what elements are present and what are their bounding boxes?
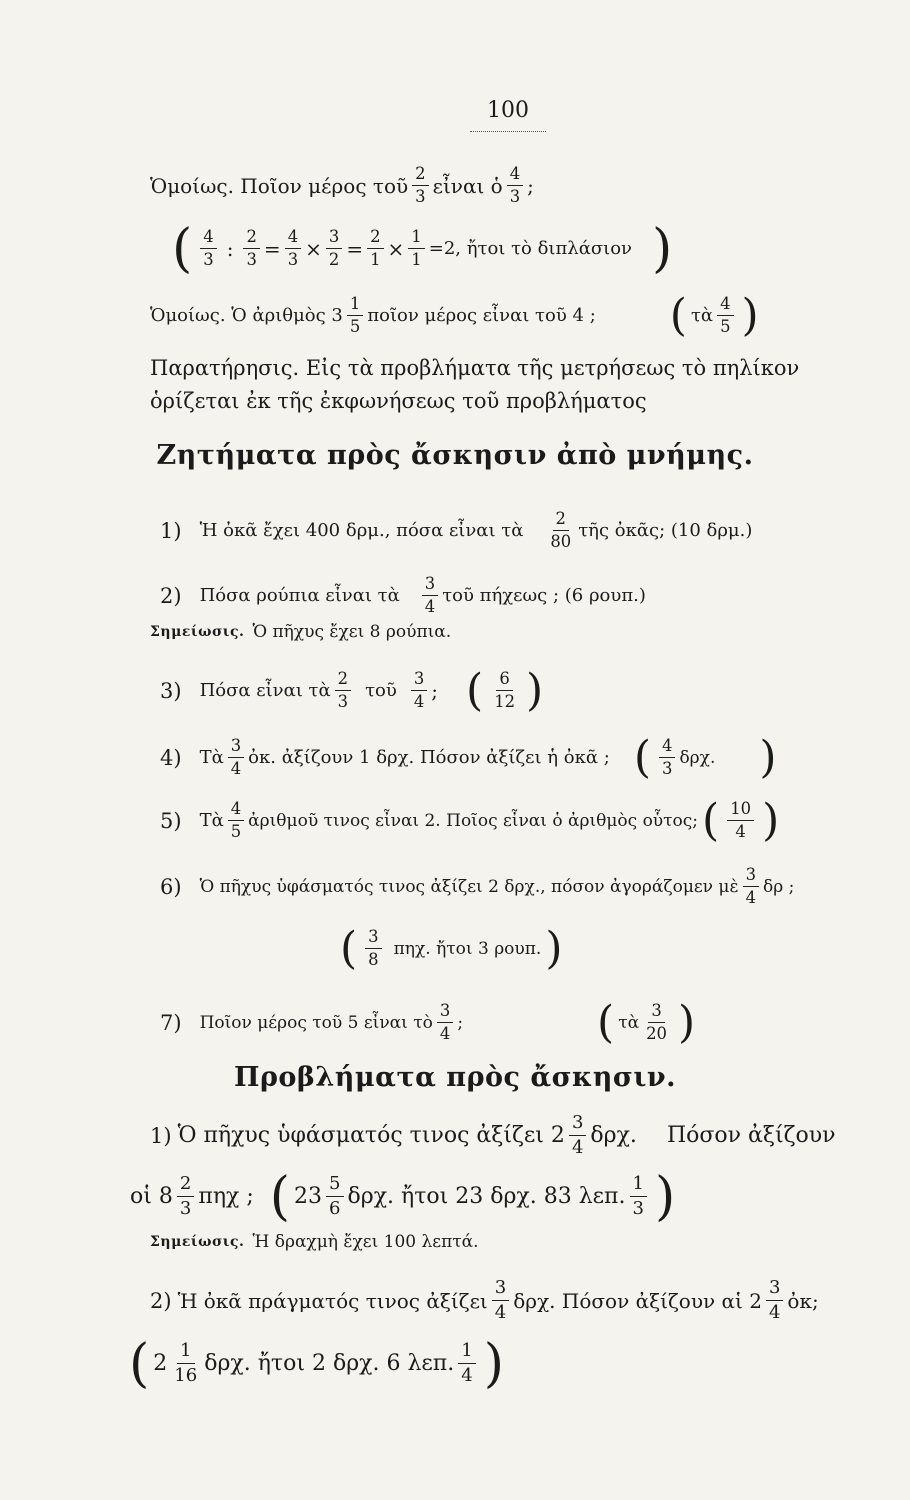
fraction: $\frac{3}{4}$ <box>492 1278 509 1324</box>
answer-fraction: $\frac{3}{8}$ <box>365 928 381 970</box>
fraction: $\frac{3}{4}$ <box>228 737 244 779</box>
intro-q2-text2: ποῖον μέρος εἶναι τοῦ 4 ; <box>367 305 596 326</box>
note-pechys: Σημείωσις. Ὁ πῆχυς ἔχει 8 ρούπια. <box>150 621 452 642</box>
exercise-item-6-answer: ( $\frac{3}{8}$ πηχ. ἤτοι 3 ρουπ. ) <box>340 923 563 974</box>
exercise-item-3: 3) Πόσα εἶναι τὰ $\frac{2}{3}$ τοῦ $\frac{3}{4}$ ; ( $\frac{6}{12}$ ) <box>160 665 544 716</box>
answer-fraction: $\frac{1}{4}$ <box>458 1341 475 1387</box>
intro-question-1 <box>0 155 910 217</box>
answer-fraction: $\frac{6}{12}$ <box>494 669 516 711</box>
fraction: $\frac{2}{1}$ <box>367 228 383 270</box>
fraction: $\frac{3}{4}$ <box>743 866 759 908</box>
note-drachma: Σημείωσις. Ἡ δραχμὴ ἔχει 100 λεπτά. <box>150 1231 479 1252</box>
fraction: $\frac{3}{4}$ <box>411 670 427 712</box>
fraction: $\frac{2}{3}$ <box>177 1174 194 1220</box>
exercise-item-1: 1) Ἡ ὀκᾶ ἔχει 400 δρμ., πόσα εἶναι τὰ $\frac{2}{80}$ τῆς ὀκᾶς; (10 δρμ.) <box>160 509 753 551</box>
intro-q1-text2: εἶναι ὁ <box>432 174 503 198</box>
fraction: $\frac{4}{3}$ <box>200 228 216 270</box>
page-number: 100 <box>470 98 546 132</box>
answer-fraction: $\frac{4}{5}$ <box>717 295 733 337</box>
problem-2: 2) Ἡ ὀκᾶ πράγματός τινος ἀξίζει $\frac{3}{4}$ δρχ. Πόσον ἀξίζουν αἱ 2 $\frac{3}{4}$ ὀκ; <box>150 1277 819 1323</box>
section-title-problems: Προβλήματα πρὸς ἄσκησιν. <box>233 1062 677 1093</box>
exercise-item-6: 6) Ὁ πῆχυς ὑφάσματός τινος ἀξίζει 2 δρχ., πόσον ἀγοράζομεν μὲ $\frac{3}{4}$ δρ ; <box>160 865 795 907</box>
intro-q1-end: ; <box>527 174 534 198</box>
equation-result: =2, ἤτοι τὸ διπλάσιον <box>428 238 632 259</box>
fraction: $\frac{4}{3}$ <box>285 228 301 270</box>
fraction: $\frac{2}{3}$ <box>335 670 351 712</box>
fraction: $\frac{4}{3}$ <box>507 165 523 207</box>
fraction: $\frac{2}{3}$ <box>243 228 259 270</box>
problem-1-answer: οἱ 8 $\frac{2}{3}$ πηχ ; ( 23 $\frac{5}{6}$ δρχ. ἤτοι 23 δρχ. 83 λεπ. $\frac{1}{3}$ ) <box>130 1167 676 1227</box>
fraction: $\frac{4}{5}$ <box>228 800 244 842</box>
problem-2-answer: ( 2 $\frac{1}{16}$ δρχ. ἤτοι 2 δρχ. 6 λεπ. $\frac{1}{4}$ ) <box>129 1334 505 1394</box>
intro-question-2: Ὁμοίως. Ὁ ἀριθμὸς 3 $\frac{1}{5}$ ποῖον μέρος εἶναι τοῦ 4 ; ( τὰ $\frac{4}{5}$ ) <box>150 290 759 341</box>
fraction: $\frac{3}{4}$ <box>437 1002 453 1044</box>
problem-1: 1) Ὁ πῆχυς ὑφάσματός τινος ἀξίζει 2 $\frac{3}{4}$ δρχ. Πόσον ἀξίζουν <box>150 1112 836 1158</box>
fraction: $\frac{1}{1}$ <box>408 228 424 270</box>
exercise-item-4: 4) Τὰ $\frac{3}{4}$ ὀκ. ἀξίζουν 1 δρχ. Πόσον ἀξίζει ἡ ὀκᾶ ; ( $\frac{4}{3}$ δρχ. ) <box>160 732 777 783</box>
fraction: $\frac{2}{80}$ <box>550 509 572 551</box>
answer-fraction: $\frac{1}{3}$ <box>630 1174 647 1220</box>
colon: : <box>226 237 234 261</box>
fraction: $\frac{1}{5}$ <box>347 295 363 337</box>
fraction: $\frac{3}{4}$ <box>422 575 438 617</box>
exercise-item-7: 7) Ποῖον μέρος τοῦ 5 εἶναι τὸ $\frac{3}{4}$ ; ( τὰ $\frac{3}{20}$ ) <box>160 997 696 1048</box>
answer-fraction: $\frac{10}{4}$ <box>727 800 754 842</box>
answer-fraction: $\frac{4}{3}$ <box>659 737 675 779</box>
answer-fraction: $\frac{5}{6}$ <box>326 1174 343 1220</box>
answer-fraction: $\frac{1}{16}$ <box>174 1340 198 1386</box>
fraction: $\frac{3}{2}$ <box>326 228 342 270</box>
section-title-memory-exercises: Ζητήματα πρὸς ἄσκησιν ἀπὸ μνήμης. <box>156 440 754 471</box>
answer-prefix: τὰ <box>690 305 714 326</box>
answer-fraction: $\frac{3}{20}$ <box>646 1001 667 1043</box>
fraction: $\frac{3}{4}$ <box>569 1113 586 1159</box>
fraction: $\frac{2}{3}$ <box>412 165 428 207</box>
remark-paragraph: Παρατήρησις. Εἰς τὰ προβλήματα τῆς μετρήσεως τὸ πηλίκον ὁρίζεται ἐκ τῆς ἐκφωνήσεως τοῦ προβλήματος <box>150 356 800 413</box>
fraction: $\frac{3}{4}$ <box>766 1278 783 1324</box>
intro-q1-text: Ὁμοίως. Ποῖον μέρος τοῦ <box>150 174 409 198</box>
intro-equation: ( $\frac{4}{3}$ : $\frac{2}{3}$ = $\frac{4}{3}$ × $\frac{3}{2}$ = $\frac{2}{1}$ × $\frac{1}{1}$ =2, ἤτοι τὸ διπλάσιον ) <box>172 219 673 279</box>
intro-q2-text: Ὁμοίως. Ὁ ἀριθμὸς 3 <box>150 305 343 326</box>
exercise-item-5: 5) Τὰ $\frac{4}{5}$ ἀριθμοῦ τινος εἶναι 2. Ποῖος εἶναι ὁ ἀριθμὸς οὗτος; ( $\frac{10}{4}$ ) <box>160 795 780 846</box>
exercise-item-2: 2) Πόσα ρούπια εἶναι τὰ $\frac{3}{4}$ τοῦ πήχεως ; (6 ρουπ.) <box>160 574 646 616</box>
